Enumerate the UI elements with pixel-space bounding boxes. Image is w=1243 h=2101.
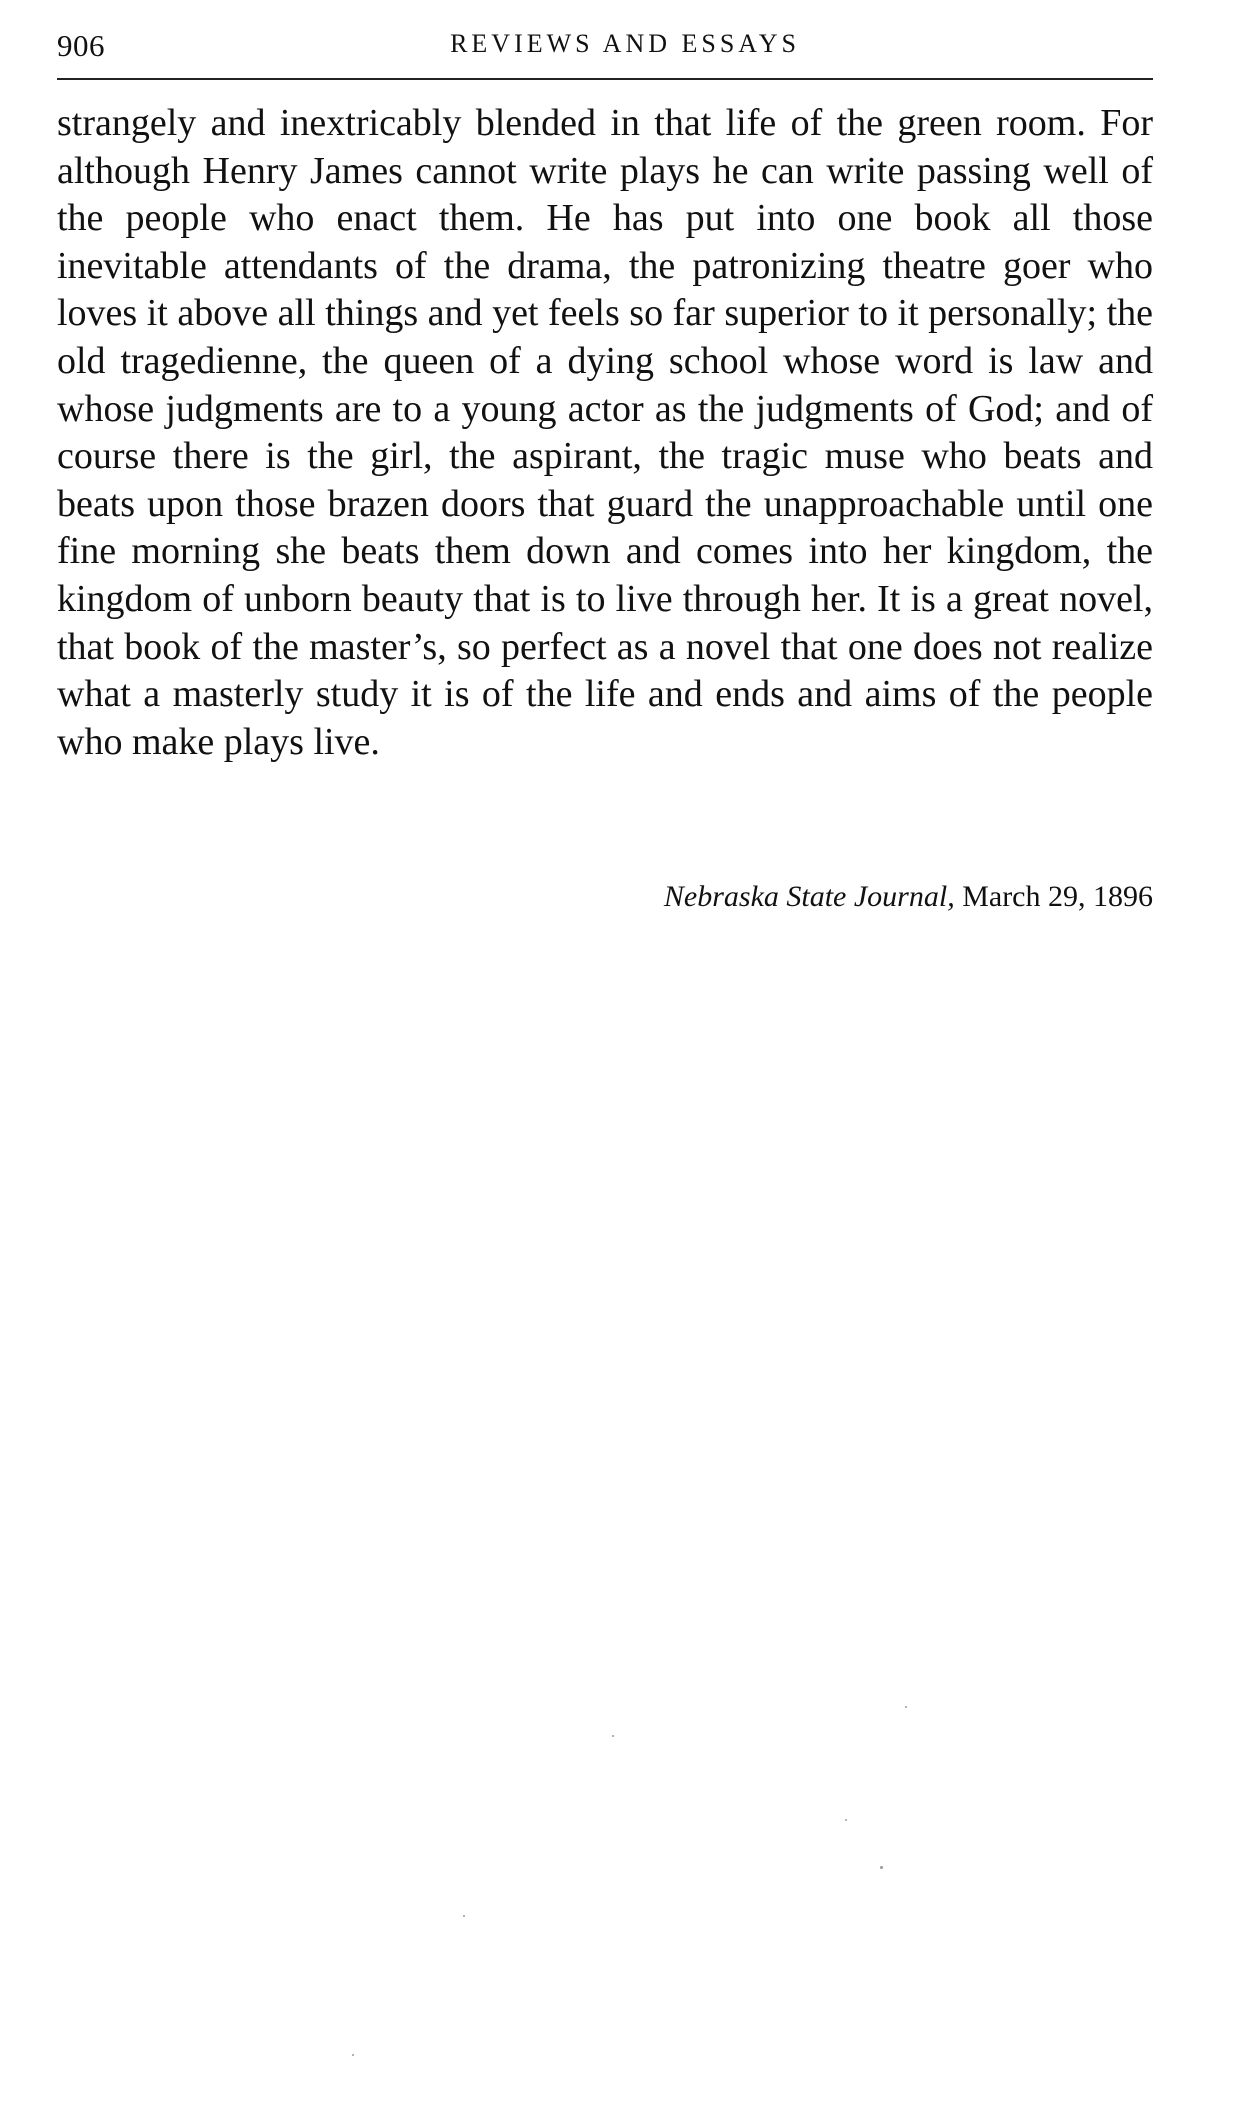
- scan-speck: [352, 2054, 354, 2056]
- scan-speck: [463, 1915, 465, 1917]
- body-paragraph: strangely and inextricably blended in that life of the green room. For although Henry James cannot write plays he can write passing well of the people who enact them. He has put into one book all those inevitable attendants of the drama, the patronizing theatre goer who loves it above all things and yet feels so far superior to it personally; the old tragedienne, the queen of a dying school whose word is law and whose judgments are to a young actor as the judgments of God; and of course there is the girl, the aspirant, the tragic muse who beats and beats upon those brazen doors that guard the unapproachable until one fine morning she beats them down and comes into her kingdom, the kingdom of unborn beauty that is to live through her. It is a great novel, that book of the master’s, so perfect as a novel that one does not realize what a masterly study it is of the life and ends and aims of the people who make plays live.: [57, 102, 1153, 763]
- attribution-date: March 29, 1896: [954, 880, 1153, 913]
- page-number: 906: [57, 28, 105, 63]
- attribution-source: Nebraska State Journal,: [663, 880, 955, 913]
- scan-speck: [612, 1735, 614, 1737]
- scan-speck: [905, 1706, 907, 1708]
- header-rule: [57, 78, 1153, 80]
- scan-speck: [880, 1866, 883, 1869]
- scan-speck: [845, 1819, 847, 1821]
- section-title: REVIEWS AND ESSAYS: [450, 29, 800, 58]
- running-head: [57, 28, 1153, 68]
- attribution: [664, 880, 1153, 914]
